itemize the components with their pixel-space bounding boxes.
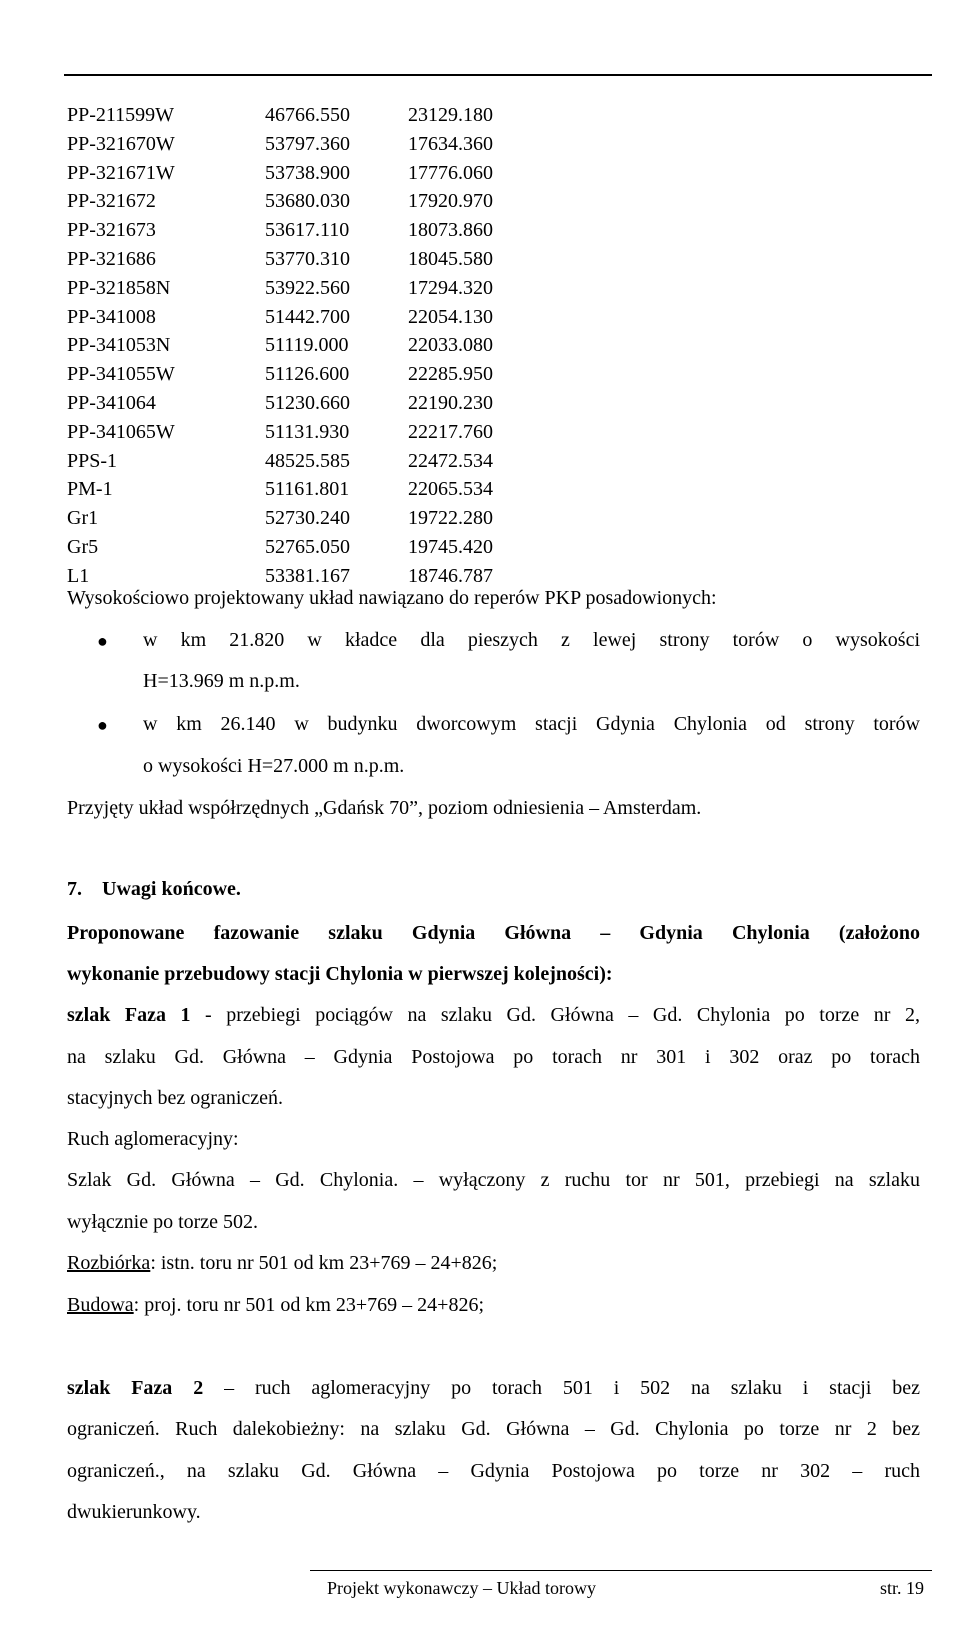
point-name: PP-341008 [67, 305, 156, 328]
point-name: PP-321672 [67, 190, 156, 213]
header-section-title: Szlak GDYNIA GŁÓWNA – GDYNIA CHYLONIA [302, 48, 658, 65]
coord-x: 51131.930 [265, 420, 350, 443]
bullet-icon: ● [97, 715, 108, 735]
coord-x: 51126.600 [265, 363, 350, 386]
demolition-label: Rozbiórka [67, 1252, 151, 1274]
point-name: PP-321686 [67, 247, 156, 270]
construction-line [67, 1294, 484, 1317]
section-title: Uwagi końcowe. [102, 878, 241, 900]
agglomeration-line-1: Szlak Gd. Główna – Gd. Chylonia. – wyłączony z ruchu tor nr 501, przebiegi na szlaku [67, 1169, 920, 1191]
header-divider [64, 74, 932, 76]
coord-x: 46766.550 [265, 104, 350, 126]
height-intro: Wysokościowo projektowany układ nawiązano do reperów PKP posadowionych: [67, 587, 717, 609]
coordinate-system: Przyjęty układ współrzędnych „Gdańsk 70”, poziom odniesienia – Amsterdam. [67, 797, 702, 819]
header-project-number: Projekt nr FS 2004/PL/16/C/PT/006-04 – Obszar LCS GDYNIA [272, 24, 688, 41]
coord-y: 22054.130 [408, 305, 493, 328]
section-number: 7. [67, 878, 82, 900]
point-name: PP-341055W [67, 363, 175, 386]
point-name: L1 [67, 564, 90, 587]
point-name: Gr1 [67, 507, 99, 530]
coord-y: 22033.080 [408, 334, 493, 357]
coord-y: 22285.950 [408, 363, 493, 386]
agglomeration-line-2: wyłącznie po torze 502. [67, 1211, 259, 1233]
phase2-line-2: ograniczeń. Ruch dalekobieżny: na szlaku Gd. Główna – Gd. Chylonia po torze nr 2 bez [67, 1418, 920, 1440]
point-name: PP-341064 [67, 391, 156, 414]
phase2-line-1-text: – ruch aglomeracyjny po torach 501 i 502 na szlaku i stacji bez [203, 1377, 921, 1399]
coord-x: 53381.167 [265, 564, 350, 587]
agglomeration-heading: Ruch aglomeracyjny: [67, 1128, 239, 1150]
proposal-line-2: wykonanie przebudowy stacji Chylonia w pierwszej kolejności): [67, 963, 613, 985]
phase2-line-4: dwukierunkowy. [67, 1501, 201, 1523]
bullet-1-line-1: w km 21.820 w kładce dla pieszych z lewej strony torów o wysokości [143, 629, 920, 651]
phase1-line-2: na szlaku Gd. Główna – Gdynia Postojowa po torach nr 301 i 302 oraz po torach [67, 1046, 920, 1068]
coord-x: 52730.240 [265, 507, 350, 530]
point-name: PPS-1 [67, 449, 118, 472]
point-name: PP-341065W [67, 420, 175, 443]
coord-x: 51161.801 [265, 478, 350, 501]
construction-text: : proj. toru nr 501 od km 23+769 – 24+826; [133, 1294, 484, 1316]
coord-x: 53738.900 [265, 161, 350, 184]
bullet-1-line-2: H=13.969 m n.p.m. [143, 670, 300, 692]
construction-label: Budowa [67, 1294, 134, 1316]
coord-y: 18045.580 [408, 247, 493, 270]
section-heading [67, 878, 241, 901]
point-name: PP-341053N [67, 334, 171, 357]
phase1-line-1 [67, 1004, 920, 1027]
demolition-text: : istn. toru nr 501 od km 23+769 – 24+826; [150, 1252, 498, 1274]
coord-y: 17920.970 [408, 190, 493, 213]
phase1-line-1-text: - przebiegi pociągów na szlaku Gd. Główna – Gd. Chylonia po torze nr 2, [190, 1004, 920, 1026]
coord-y: 17634.360 [408, 132, 493, 155]
bullet-2-line-2: o wysokości H=27.000 m n.p.m. [143, 755, 405, 777]
coord-y: 17294.320 [408, 276, 493, 299]
footer-divider [310, 1570, 932, 1571]
coord-y: 19722.280 [408, 507, 493, 530]
phase1-line-3: stacyjnych bez ograniczeń. [67, 1087, 284, 1109]
phase2-label: szlak Faza 2 [67, 1377, 204, 1399]
coord-y: 18073.860 [408, 219, 493, 242]
bullet-2-line-1: w km 26.140 w budynku dworcowym stacji Gdynia Chylonia od strony torów [143, 713, 920, 735]
coord-y: 22190.230 [408, 391, 493, 414]
coord-y: 22217.760 [408, 420, 493, 443]
coord-x: 53680.030 [265, 190, 350, 213]
point-name: PP-321670W [67, 132, 175, 155]
coord-y: 18746.787 [408, 564, 493, 587]
point-name: PP-321858N [67, 276, 171, 299]
phase2-line-3: ograniczeń., na szlaku Gd. Główna – Gdynia Postojowa po torze nr 302 – ruch [67, 1460, 920, 1482]
coord-y: 23129.180 [408, 104, 493, 126]
point-name: Gr5 [67, 535, 99, 558]
coord-x: 51119.000 [265, 334, 349, 357]
demolition-line [67, 1252, 497, 1275]
coord-x: 53797.360 [265, 132, 350, 155]
coord-x: 51230.660 [265, 391, 350, 414]
coord-x: 53770.310 [265, 247, 350, 270]
proposal-line-1: Proponowane fazowanie szlaku Gdynia Główna – Gdynia Chylonia (założono [67, 922, 920, 944]
coord-y: 17776.060 [408, 161, 493, 184]
point-name: PM-1 [67, 478, 113, 501]
coord-y: 19745.420 [408, 535, 493, 558]
coord-x: 53922.560 [265, 276, 350, 299]
coord-y: 22065.534 [408, 478, 493, 501]
phase1-label: szlak Faza 1 [67, 1004, 191, 1026]
coord-x: 52765.050 [265, 535, 350, 558]
point-name: PP-211599W [67, 104, 175, 126]
coord-x: 51442.700 [265, 305, 350, 328]
footer-title: Projekt wykonawczy – Układ torowy [327, 1578, 596, 1598]
point-name: PP-321671W [67, 161, 175, 184]
phase2-line-1 [67, 1377, 920, 1400]
bullet-icon: ● [97, 631, 108, 651]
coord-x: 53617.110 [265, 219, 350, 242]
point-name: PP-321673 [67, 219, 156, 242]
header-project-title: Przebudowa linii kolejowej E65, odcinek Warszawa – Działdowo - Gdynia, etap I w Polsce [187, 2, 773, 19]
coord-x: 48525.585 [265, 449, 350, 472]
coord-y: 22472.534 [408, 449, 493, 472]
page-number: str. 19 [879, 1578, 924, 1598]
